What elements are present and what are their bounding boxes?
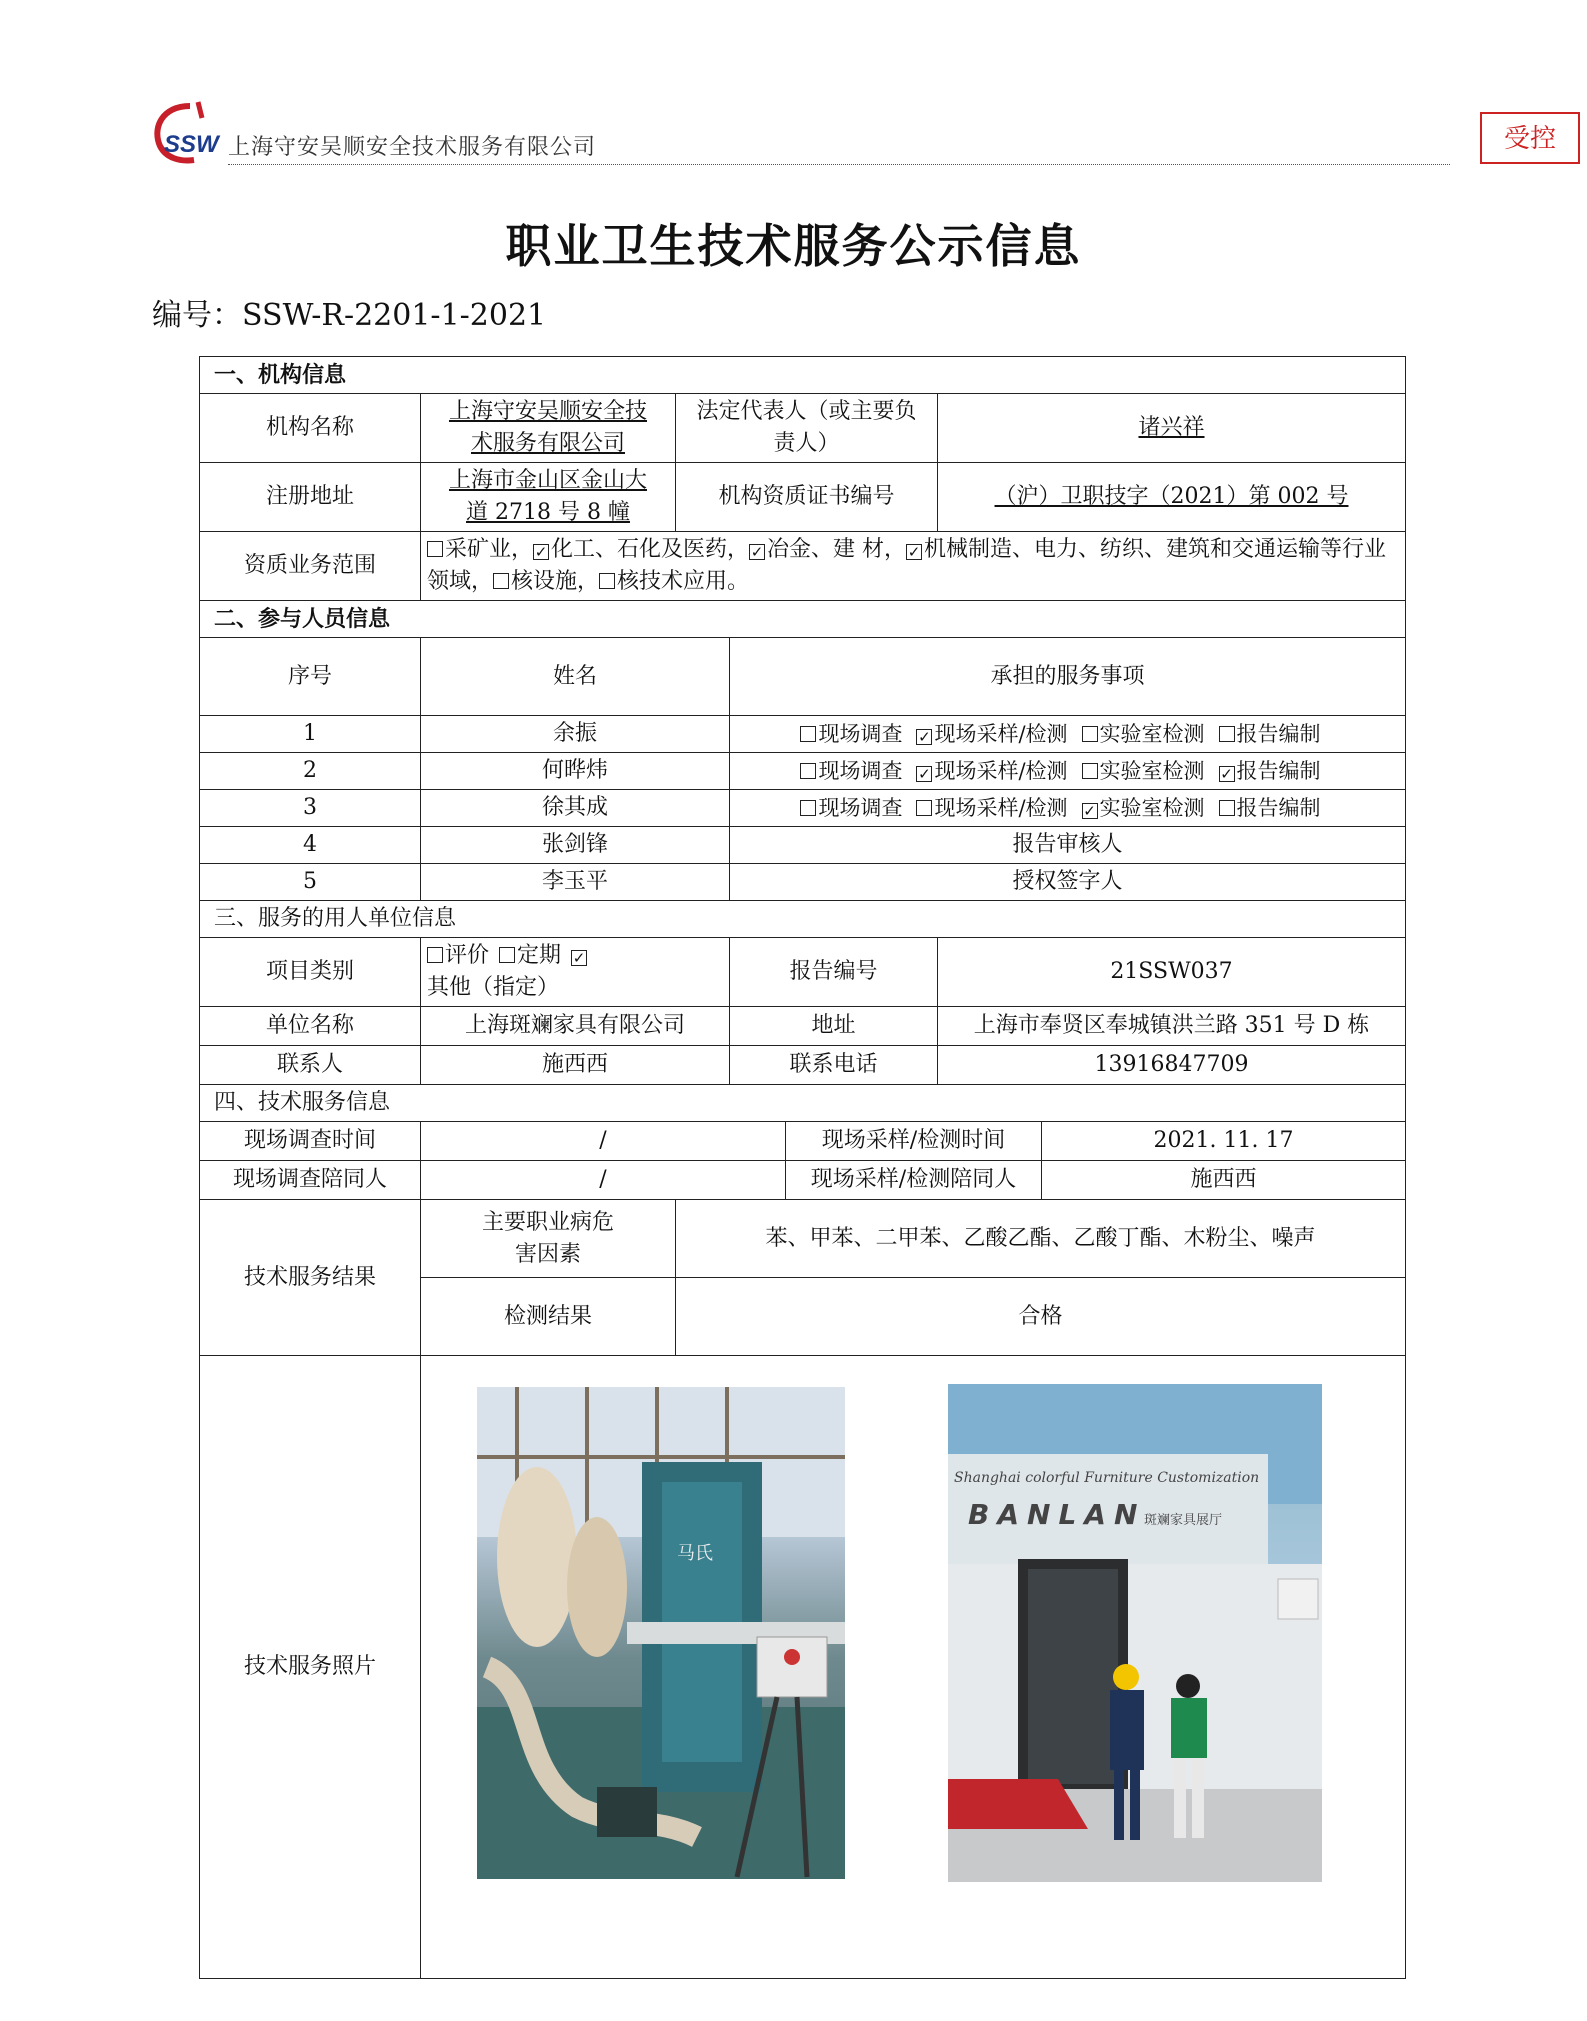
logo-text: SSW [164, 131, 219, 158]
section3-heading: 三、服务的用人单位信息 [200, 901, 1406, 938]
scope-item: 核技术应用。 [599, 569, 749, 594]
checked-checkbox-icon: ✓ [534, 543, 548, 561]
survey-time-value: / [421, 1122, 786, 1161]
task-option: 实验室检测 [1082, 759, 1205, 783]
survey-escort-label: 现场调查陪同人 [200, 1161, 421, 1200]
task-option: ✓ 实验室检测 [1083, 796, 1205, 820]
photo-cell [421, 1356, 1406, 1979]
staff-name: 何晔炜 [421, 753, 730, 790]
unit-address-label: 地址 [730, 1007, 938, 1046]
col-name-header: 姓名 [421, 638, 730, 716]
company-name: 上海守安吴顺安全技术服务有限公司 [228, 135, 597, 160]
survey-escort-value: / [421, 1161, 786, 1200]
unchecked-checkbox-icon [1219, 800, 1235, 816]
checked-checkbox-icon: ✓ [750, 543, 764, 561]
section2-heading: 二、参与人员信息 [200, 601, 1406, 638]
unchecked-checkbox-icon [427, 947, 443, 963]
staff-no: 1 [200, 716, 421, 753]
staff-duty [730, 753, 1406, 790]
result-label: 技术服务结果 [200, 1200, 421, 1356]
photo-label: 技术服务照片 [200, 1356, 421, 1979]
task-option: 现场调查 [800, 796, 902, 820]
checked-checkbox-icon: ✓ [1220, 765, 1233, 783]
sampling-escort-value: 施西西 [1042, 1161, 1406, 1200]
unchecked-checkbox-icon [499, 947, 515, 963]
section4-heading: 四、技术服务信息 [200, 1085, 1406, 1122]
unchecked-checkbox-icon [1082, 726, 1098, 742]
org-name-value: 上海守安吴顺安全技 术服务有限公司 [421, 394, 676, 463]
scope-item: ✓ 化工、石化及医药， [534, 537, 750, 562]
sampling-escort-label: 现场采样/检测陪同人 [786, 1161, 1042, 1200]
task-option: ✓ 现场采样/检测 [918, 759, 1068, 783]
survey-time-label: 现场调查时间 [200, 1122, 421, 1161]
unit-address-value: 上海市奉贤区奉城镇洪兰路 351 号 D 栋 [938, 1007, 1406, 1046]
address-label: 注册地址 [200, 463, 421, 532]
section1-heading: 一、机构信息 [200, 357, 1406, 394]
sampling-time-value: 2021. 11. 17 [1042, 1122, 1406, 1161]
checked-checkbox-icon: ✓ [918, 728, 931, 746]
staff-row [200, 790, 1406, 827]
report-no-value: 21SSW037 [938, 938, 1406, 1007]
scope-item: 核设施， [493, 569, 599, 594]
report-no-label: 报告编号 [730, 938, 938, 1007]
staff-row [200, 827, 1406, 864]
contact-value: 施西西 [421, 1046, 730, 1085]
hazard-value: 苯、甲苯、二甲苯、乙酸乙酯、乙酸丁酯、木粉尘、噪声 [676, 1200, 1406, 1278]
detect-label: 检测结果 [421, 1278, 676, 1356]
task-option: 实验室检测 [1082, 722, 1205, 746]
unit-name-value: 上海斑斓家具有限公司 [421, 1007, 730, 1046]
project-type-option: 评价 [427, 943, 489, 968]
unchecked-checkbox-icon [1219, 726, 1235, 742]
scope-item: 采矿业， [427, 537, 533, 562]
bandsaw-image [477, 1387, 845, 1879]
info-table [199, 356, 1406, 1979]
project-type-value [421, 938, 730, 1007]
staff-row [200, 753, 1406, 790]
unchecked-checkbox-icon [800, 800, 816, 816]
hazard-label: 主要职业病危 害因素 [421, 1200, 676, 1278]
staff-no: 2 [200, 753, 421, 790]
unit-name-label: 单位名称 [200, 1007, 421, 1046]
staff-name: 徐其成 [421, 790, 730, 827]
checked-checkbox-icon: ✓ [907, 543, 921, 561]
task-option: 现场采样/检测 [916, 796, 1067, 820]
header-divider [228, 164, 1450, 165]
showroom-image [948, 1384, 1322, 1882]
staff-duty [730, 790, 1406, 827]
sampling-time-label: 现场采样/检测时间 [786, 1122, 1042, 1161]
project-type-option: 定期 [499, 943, 561, 968]
unchecked-checkbox-icon [800, 763, 816, 779]
sign-cn-text: 斑斓家具展厅 [1144, 1513, 1223, 1528]
contact-label: 联系人 [200, 1046, 421, 1085]
scope-label: 资质业务范围 [200, 532, 421, 601]
staff-no: 4 [200, 827, 421, 864]
legal-rep-value: 诸兴祥 [938, 394, 1406, 463]
unchecked-checkbox-icon [1082, 763, 1098, 779]
unchecked-checkbox-icon [493, 573, 509, 589]
staff-no: 5 [200, 864, 421, 901]
org-name-label: 机构名称 [200, 394, 421, 463]
scope-item: ✓ 冶金、建 材， [750, 537, 907, 562]
phone-label: 联系电话 [730, 1046, 938, 1085]
legal-rep-label: 法定代表人（或主要负 责人） [676, 394, 938, 463]
cert-label: 机构资质证书编号 [676, 463, 938, 532]
staff-name: 余振 [421, 716, 730, 753]
task-option: 报告编制 [1219, 722, 1321, 746]
workshop-photo [477, 1387, 845, 1879]
page-title: 职业卫生技术服务公示信息 [505, 219, 1082, 273]
document-number: 编号：SSW-R-2201-1-2021 [152, 298, 547, 333]
unchecked-checkbox-icon [800, 726, 816, 742]
detect-value: 合格 [676, 1278, 1406, 1356]
machine-brand-text: 马氏 [677, 1543, 713, 1564]
staff-row [200, 864, 1406, 901]
entrance-photo [948, 1384, 1322, 1882]
scope-value [421, 532, 1406, 601]
staff-row [200, 716, 1406, 753]
checked-checkbox-icon: ✓ [572, 949, 586, 967]
project-type-option: ✓其他（指定） [427, 949, 586, 1000]
staff-name: 李玉平 [421, 864, 730, 901]
staff-name: 张剑锋 [421, 827, 730, 864]
phone-value: 13916847709 [938, 1046, 1406, 1085]
address-value: 上海市金山区金山大 道 2718 号 8 幢 [421, 463, 676, 532]
unchecked-checkbox-icon [599, 573, 615, 589]
col-no-header: 序号 [200, 638, 421, 716]
staff-duty [730, 716, 1406, 753]
page-header [150, 98, 1556, 168]
ssw-logo [150, 98, 226, 168]
task-option: ✓ 现场采样/检测 [918, 722, 1068, 746]
staff-duty: 授权签字人 [730, 864, 1406, 901]
scope-item: ✓ 机械制造、电力、纺织、建筑和交通运输等行业领域， [427, 537, 1387, 594]
unchecked-checkbox-icon [916, 800, 932, 816]
checked-checkbox-icon: ✓ [918, 765, 931, 783]
task-option: 报告编制 [1219, 796, 1321, 820]
col-duty-header: 承担的服务事项 [730, 638, 1406, 716]
controlled-stamp: 受控 [1480, 112, 1580, 164]
staff-no: 3 [200, 790, 421, 827]
task-option: 现场调查 [800, 759, 902, 783]
sign-main-text: BANLAN [968, 1498, 1146, 1531]
unchecked-checkbox-icon [427, 541, 443, 557]
project-type-label: 项目类别 [200, 938, 421, 1007]
cert-value: （沪）卫职技字（2021）第 002 号 [938, 463, 1406, 532]
staff-duty: 报告审核人 [730, 827, 1406, 864]
checked-checkbox-icon: ✓ [1083, 802, 1096, 820]
task-option: ✓ 报告编制 [1220, 759, 1321, 783]
sign-script-text: Shanghai colorful Furniture Customization [954, 1470, 1260, 1486]
task-option: 现场调查 [800, 722, 902, 746]
